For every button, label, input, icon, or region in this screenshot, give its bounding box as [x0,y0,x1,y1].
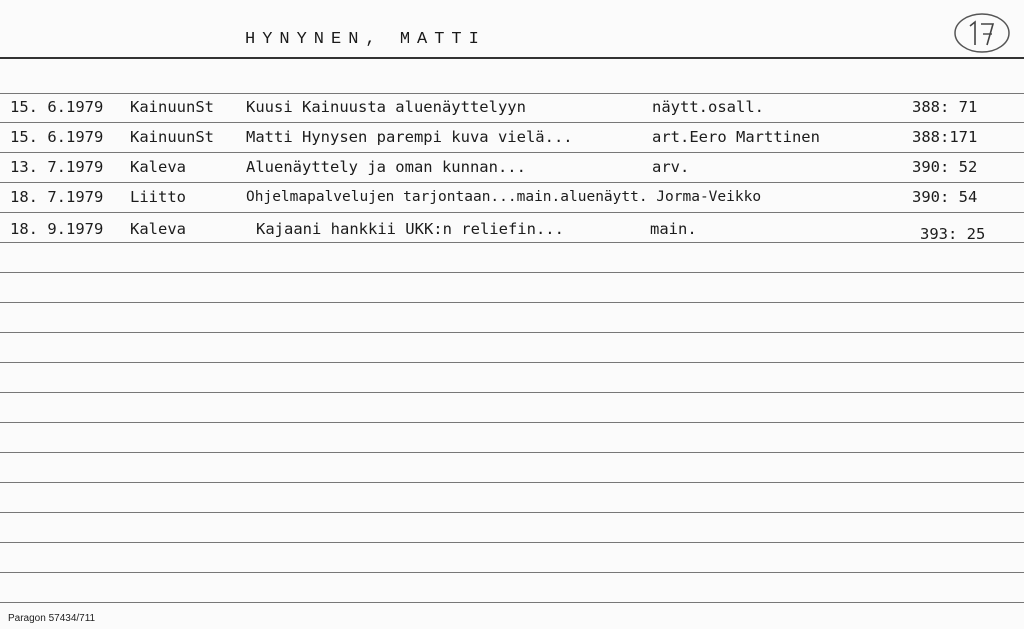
ruled-line [0,422,1024,423]
entry-source: KainuunSt [130,98,214,116]
entry-date: 15. 6.1979 [10,128,104,146]
ruled-line [0,392,1024,393]
entry-date: 15. 6.1979 [10,98,104,116]
entry-date: 13. 7.1979 [10,158,104,176]
card-entry [0,215,1024,243]
card-entry [0,123,1024,151]
ruled-line [0,362,1024,363]
entry-reference: 393: 25 [920,225,986,243]
card-name-header: HYNYNEN, MATTI [245,30,486,49]
card-number-circle-drawing [953,12,1011,54]
entry-note: arv. [652,158,690,176]
card-number-circle [953,12,1011,54]
entry-note: main. [650,220,697,238]
ruled-line [0,482,1024,483]
entry-reference: 390: 52 [912,158,978,176]
entry-source: KainuunSt [130,128,214,146]
entry-note: näytt.osall. [652,98,764,116]
entry-date: 18. 7.1979 [10,188,104,206]
entry-reference: 388:171 [912,128,978,146]
ruled-line [0,512,1024,513]
entry-title: Ohjelmapalvelujen tarjontaan...main.aluenäytt. Jorma-Veikko [246,189,762,205]
ruled-line [0,572,1024,573]
entry-source: Kaleva [130,158,186,176]
entry-reference: 388: 71 [912,98,978,116]
ruled-line [0,272,1024,273]
ruled-line [0,602,1024,603]
ruled-line [0,212,1024,213]
entry-note: art.Eero Marttinen [652,128,820,146]
entry-reference: 390: 54 [912,188,978,206]
card-entry [0,183,1024,211]
ruled-line [0,452,1024,453]
entry-title: Kuusi Kainuusta aluenäyttelyyn [246,98,526,116]
card-entry [0,153,1024,181]
entry-source: Liitto [130,188,186,206]
entry-title: Matti Hynysen parempi kuva vielä... [246,128,573,146]
ruled-line [0,542,1024,543]
ruled-line [0,302,1024,303]
card-entry [0,93,1024,121]
entry-title: Aluenäyttely ja oman kunnan... [246,158,526,176]
printer-imprint: Paragon 57434/711 [8,613,96,624]
entry-title: Kajaani hankkii UKK:n reliefin... [256,220,564,238]
entry-source: Kaleva [130,220,186,238]
header-rule [0,57,1024,59]
entry-date: 18. 9.1979 [10,220,104,238]
ruled-line [0,332,1024,333]
